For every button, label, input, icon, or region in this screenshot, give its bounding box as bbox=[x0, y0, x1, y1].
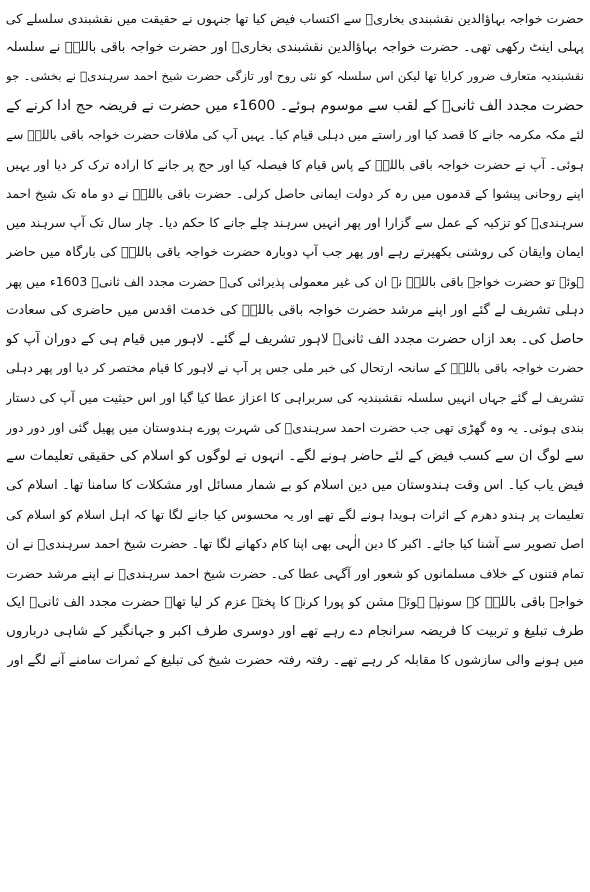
text-line: نقشبندیہ متعارف ضرور کرایا تھا لیکن اس سلسلہ کو نئی روح اور تازگی حضرت شیخ احمد سرہندیؒ نے بخشی۔ جو bbox=[6, 69, 584, 84]
text-line: اپنے روحانی پیشوا کے قدموں میں رہ کر دولت ایمانی حاصل کرلی۔ حضرت باقی باللہؒ نے دو ماہ تک شیخ احمد bbox=[6, 186, 584, 202]
text-line: ہوئے تو حضرت خواجہ باقی باللہؒ نے ان کی غیر معمولی پذیرائی کی۔ حضرت مجدد الف ثانیؒ 1603ء میں پھر bbox=[6, 273, 584, 289]
text-line: ایمان وایقان کی روشنی بکھیرتے رہے اور پھر جب آپ دوبارہ حضرت خواجہ باقی باللہؒ کی بارگاہ میں حاضر bbox=[6, 244, 584, 260]
text-line: تشریف لے گئے جہاں انہیں سلسلہ نقشبندیہ کی سربراہی کا اعزاز عطا کیا گیا اور اس حیثیت میں آپ کی دستار bbox=[6, 390, 584, 406]
text-line: لئے مکہ مکرمہ جانے کا قصد کیا اور راستے میں دہلی قیام کیا۔ یہیں آپ کی ملاقات حضرت خواجہ باقی باللہؒ سے bbox=[6, 127, 584, 142]
text-line: حضرت خواجہ باقی باللہؒ کے سانحہ ارتحال کی خبر ملی جس پر آپ نے لاہور کا قیام مختصر کر دیا اور پھر دہلی bbox=[6, 361, 584, 376]
text-line: میں ہونے والی سازشوں کا مقابلہ کر رہے تھے۔ رفتہ رفتہ حضرت شیخ کی تبلیغ کے ثمرات سامنے آنے لگے اور bbox=[7, 653, 584, 669]
text-page bbox=[6, 4, 584, 888]
text-line: ہوئی۔ آپ نے حضرت خواجہ باقی باللہؒ کے پاس قیام کا فیصلہ کیا اور حج پر جانے کا ارادہ ترک کر دیا اور یہیں bbox=[6, 156, 584, 172]
text-line: تمام فتنوں کے خلاف مسلمانوں کو شعور اور آگہی عطا کی۔ حضرت شیخ احمد سرہندیؒ نے اپنے مرشد حضرت bbox=[6, 565, 584, 581]
text-line: حاصل کی۔ بعد ازاں حضرت مجدد الف ثانیؒ لاہور تشریف لے گئے۔ لاہور میں قیام ہی کے دوران آپ کو bbox=[6, 332, 584, 348]
text-line: تعلیمات پر ہندو دھرم کے اثرات ہویدا ہونے لگے تھے اور یہ محسوس کیا جانے لگا تھا کہ اہل اسلام کو اسلام کی bbox=[6, 507, 584, 523]
text-line: فیض یاب کیا۔ اس وقت ہندوستان میں دین اسلام کو بے شمار مسائل اور مشکلات کا سامنا تھا۔ اسلام کی bbox=[6, 478, 584, 493]
text-line: سے لوگ ان سے کسب فیض کے لئے حاضر ہونے لگے۔ انہوں نے لوگوں کو اسلام کی حقیقی تعلیمات سے bbox=[6, 447, 584, 464]
text-line: بندی ہوئی۔ یہ وہ گھڑی تھی جب حضرت احمد سرہندیؒ کی شہرت پورے ہندوستان میں پھیل گئی اور دور دور bbox=[6, 419, 584, 435]
text-line: اصل تصویر سے آشنا کیا جائے۔ اکبر کا دین الٰہی بھی اپنا کام دکھانے لگا تھا۔ حضرت شیخ احمد سرہندیؒ نے ان bbox=[6, 536, 584, 552]
text-line: پہلی اینٹ رکھی تھی۔ حضرت خواجہ بہاؤالدین نقشبندی بخاریؒ اور حضرت خواجہ باقی باللہؒ نے سلسلہ bbox=[6, 40, 584, 56]
text-line: حضرت خواجہ بہاؤالدین نقشبندی بخاریؒ سے اکتساب فیض کیا تھا جنہوں نے حقیقت میں نقشبندی سلسلے کی bbox=[6, 11, 584, 26]
text-line: حضرت مجدد الف ثانیؒ کے لقب سے موسوم ہوئے۔ 1600ء میں حضرت نے فریضہ حج ادا کرنے کے bbox=[6, 97, 584, 114]
text-line: دہلی تشریف لے گئے اور اپنے مرشد حضرت خواجہ باقی باللہؒ کی خدمت اقدس میں حاضری کی سعادت bbox=[6, 302, 584, 318]
text-line: طرف تبلیغ و تربیت کا فریضہ سرانجام دے رہے تھے اور دوسری طرف اکبر و جہانگیر کے شاہی درباروں bbox=[6, 623, 584, 639]
text-line: سرہندیؒ کو تزکیہ کے عمل سے گزارا اور پھر انہیں سرہند چلے جانے کا حکم دیا۔ چار سال تک آپ سرہند میں bbox=[6, 215, 584, 231]
text-line: خواجہ باقی باللہؒ کے سونپے ہوئے مشن کو پورا کرنے کا پختہ عزم کر لیا تھا۔ حضرت مجدد الف ثانیؒ ایک bbox=[6, 594, 584, 610]
